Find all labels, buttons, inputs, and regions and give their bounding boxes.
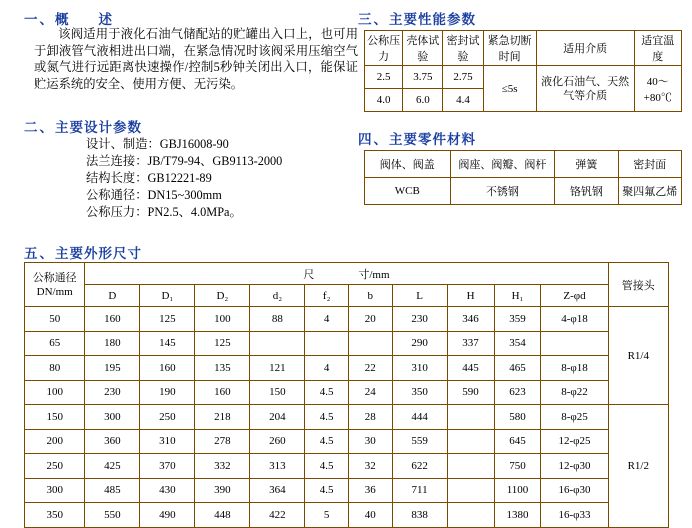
design-param-row: [28, 187, 352, 204]
section-heading-dimensions: [24, 242, 142, 262]
dim-cell: 28: [348, 405, 392, 430]
section-number-5: 五、: [24, 246, 55, 261]
dimension-table: [24, 262, 669, 528]
dimension-table-wrapper: [24, 262, 669, 528]
perf-cell-shell-test: 6.0: [403, 89, 443, 112]
design-param-value: GB12221-89: [147, 171, 212, 185]
dim-cell: 30: [348, 429, 392, 454]
dim-cell: 8-φ18: [541, 356, 608, 381]
dim-cell: 125: [140, 307, 195, 332]
design-param-row: [28, 204, 352, 221]
section-title-1: 概 述: [55, 12, 113, 27]
performance-table: [364, 30, 682, 112]
dim-cell: 364: [250, 478, 305, 503]
section-number-4: 四、: [358, 132, 389, 147]
perf-header-cell: 适用介质: [536, 31, 634, 66]
dim-cell: 145: [140, 331, 195, 356]
dim-cell: 346: [447, 307, 494, 332]
perf-cell-pressure: 4.0: [365, 89, 403, 112]
dim-cell: 1100: [494, 478, 541, 503]
dim-cell-dn: 250: [25, 454, 85, 479]
table-header-row: [25, 285, 669, 307]
design-param-value: DN15~300mm: [147, 188, 222, 202]
dim-cell: 550: [85, 503, 140, 528]
dim-header-cell: H₁: [494, 285, 541, 307]
dim-cell: 422: [250, 503, 305, 528]
dim-cell: 125: [195, 331, 250, 356]
dim-cell: 121: [250, 356, 305, 381]
dim-cell: 4-φ18: [541, 307, 608, 332]
dim-cell: 4.5: [305, 454, 349, 479]
design-param-label: 公称通径：: [86, 188, 148, 202]
dim-cell-dn: 50: [25, 307, 85, 332]
material-cell-seat: 不锈钢: [450, 178, 555, 205]
dim-cell: 230: [85, 380, 140, 405]
perf-cell-shutoff-time: ≤5s: [483, 66, 536, 112]
dim-cell: 623: [494, 380, 541, 405]
dim-cell: 160: [195, 380, 250, 405]
dim-cell: 16-φ30: [541, 478, 608, 503]
table-row: [25, 478, 669, 503]
dim-cell: 360: [85, 429, 140, 454]
dim-cell-pipe: R1/2: [608, 405, 668, 528]
dim-cell: 337: [447, 331, 494, 356]
table-row: [25, 356, 669, 381]
perf-header-cell: 壳体试验: [403, 31, 443, 66]
dim-cell: 100: [195, 307, 250, 332]
design-param-row: [28, 170, 352, 187]
table-header-row: [365, 151, 682, 178]
dim-cell: 4.5: [305, 380, 349, 405]
dim-header-cell: d₂: [250, 285, 305, 307]
material-header-cell: 阀体、阀盖: [365, 151, 451, 178]
dim-header-dn-line1: 公称通径: [32, 271, 77, 284]
table-row: [25, 307, 669, 332]
dim-cell: 445: [447, 356, 494, 381]
table-row: [25, 380, 669, 405]
material-header-cell: 密封面: [618, 151, 681, 178]
section-number-2: 二、: [24, 120, 55, 135]
dim-cell: 444: [392, 405, 447, 430]
dim-cell: 1380: [494, 503, 541, 528]
dim-cell: 160: [140, 356, 195, 381]
dim-cell: 218: [195, 405, 250, 430]
design-param-label: 法兰连接：: [86, 154, 148, 168]
dim-cell-dn: 150: [25, 405, 85, 430]
dim-cell: 24: [348, 380, 392, 405]
perf-cell-temperature: 40～+80℃: [634, 66, 681, 112]
dim-cell-dn: 200: [25, 429, 85, 454]
dim-cell: 559: [392, 429, 447, 454]
material-header-cell: 阀座、阀瓣、阀杆: [450, 151, 555, 178]
design-param-value: GBJ16008-90: [159, 137, 229, 151]
dim-cell: 32: [348, 454, 392, 479]
dim-cell: [348, 331, 392, 356]
material-cell-spring: 铬钒钢: [555, 178, 618, 205]
dim-header-cell: D₁: [140, 285, 195, 307]
dim-cell: 5: [305, 503, 349, 528]
design-param-value: PN2.5、4.0MPa。: [147, 205, 242, 219]
dim-cell: 838: [392, 503, 447, 528]
dim-cell: 8-φ22: [541, 380, 608, 405]
material-table: [364, 150, 682, 205]
design-param-row: [28, 136, 352, 153]
dim-cell-dn: 80: [25, 356, 85, 381]
perf-header-cell: 紧急切断时间: [483, 31, 536, 66]
dim-header-cell: Z-φd: [541, 285, 608, 307]
dim-cell-dn: 65: [25, 331, 85, 356]
dim-cell: 230: [392, 307, 447, 332]
table-row: [25, 429, 669, 454]
performance-table-wrapper: [358, 26, 682, 112]
section-number-1: 一、: [24, 12, 55, 27]
dim-cell: 290: [392, 331, 447, 356]
dim-cell: 590: [447, 380, 494, 405]
dim-cell-dn: 100: [25, 380, 85, 405]
overview-paragraph: [34, 26, 358, 92]
material-table-wrapper: [358, 146, 682, 205]
perf-cell-shell-test: 3.75: [403, 66, 443, 89]
dim-cell: 4: [305, 356, 349, 381]
table-row: [25, 454, 669, 479]
dim-cell: 370: [140, 454, 195, 479]
dim-cell: 160: [85, 307, 140, 332]
dim-cell-dn: 350: [25, 503, 85, 528]
dim-cell-pipe: R1/4: [608, 307, 668, 405]
dim-cell: 12-φ25: [541, 429, 608, 454]
material-cell-body: WCB: [365, 178, 451, 205]
dim-header-dn-line2: DN/mm: [36, 285, 73, 298]
dim-header-group: 尺 寸/mm: [85, 263, 608, 285]
section-title-5: 主要外形尺寸: [55, 246, 142, 261]
dim-cell: 22: [348, 356, 392, 381]
dim-cell: 150: [250, 380, 305, 405]
dim-cell: [447, 503, 494, 528]
section-heading-design-params: [24, 116, 142, 136]
dim-cell: 20: [348, 307, 392, 332]
dim-cell: 711: [392, 478, 447, 503]
dim-cell: [447, 405, 494, 430]
table-row: [25, 331, 669, 356]
dim-cell: [541, 331, 608, 356]
dim-cell: 430: [140, 478, 195, 503]
dim-cell: 622: [392, 454, 447, 479]
dim-cell: 36: [348, 478, 392, 503]
section-heading-materials: [358, 128, 476, 148]
dim-header-cell: H: [447, 285, 494, 307]
dim-cell: 204: [250, 405, 305, 430]
dim-header-cell: f₂: [305, 285, 349, 307]
overview-text: 该阀适用于液化石油气储配站的贮罐出入口上，也可用于卸液管气液相进出口端，在紧急情况时该阀采用压缩空气或氮气进行远距离快速操作/控制5秒钟关闭出入口，能保证贮运系统的安全、使用方便、无污染。: [34, 27, 358, 91]
perf-header-cell: 密封试验: [443, 31, 483, 66]
dim-cell: 180: [85, 331, 140, 356]
dim-header-dn: [25, 263, 85, 307]
dim-cell: 390: [195, 478, 250, 503]
perf-cell-seal-test: 4.4: [443, 89, 483, 112]
dim-cell-dn: 300: [25, 478, 85, 503]
perf-cell-seal-test: 2.75: [443, 66, 483, 89]
section-title-4: 主要零件材料: [389, 132, 476, 147]
dim-cell: 465: [494, 356, 541, 381]
dim-cell: 310: [140, 429, 195, 454]
table-row: [25, 405, 669, 430]
dim-cell: 135: [195, 356, 250, 381]
dim-cell: 580: [494, 405, 541, 430]
perf-header-cell: 公称压力: [365, 31, 403, 66]
dim-cell: [250, 331, 305, 356]
dim-cell: [305, 331, 349, 356]
dim-cell: 354: [494, 331, 541, 356]
section-heading-performance: [358, 8, 476, 28]
dim-cell: 313: [250, 454, 305, 479]
table-row: [365, 178, 682, 205]
dim-cell: 195: [85, 356, 140, 381]
dim-cell: [447, 478, 494, 503]
dim-cell: 278: [195, 429, 250, 454]
dim-cell: 8-φ25: [541, 405, 608, 430]
dim-cell: 359: [494, 307, 541, 332]
dim-cell: 260: [250, 429, 305, 454]
dim-cell: 448: [195, 503, 250, 528]
table-header-row: [365, 31, 682, 66]
dim-cell: 4: [305, 307, 349, 332]
dim-cell: 490: [140, 503, 195, 528]
dim-cell: 645: [494, 429, 541, 454]
dim-cell: 485: [85, 478, 140, 503]
table-row: [365, 66, 682, 89]
dim-cell: 332: [195, 454, 250, 479]
section-heading-overview: [24, 8, 113, 28]
dim-cell: 425: [85, 454, 140, 479]
material-cell-sealface: 聚四氟乙烯: [618, 178, 681, 205]
dim-cell: 4.5: [305, 478, 349, 503]
dim-cell: 88: [250, 307, 305, 332]
dim-cell: 4.5: [305, 405, 349, 430]
dim-cell: [447, 429, 494, 454]
dim-cell: 250: [140, 405, 195, 430]
dim-cell: 300: [85, 405, 140, 430]
dim-cell: 12-φ30: [541, 454, 608, 479]
dim-cell: 750: [494, 454, 541, 479]
dim-cell: 190: [140, 380, 195, 405]
section-title-3: 主要性能参数: [389, 12, 476, 27]
design-param-row: [28, 153, 352, 170]
table-header-row: [25, 263, 669, 285]
dim-cell: [447, 454, 494, 479]
design-param-label: 公称压力：: [86, 205, 148, 219]
perf-cell-pressure: 2.5: [365, 66, 403, 89]
design-param-value: JB/T79-94、GB9113-2000: [147, 154, 283, 168]
dim-header-cell: L: [392, 285, 447, 307]
design-param-label: 结构长度：: [86, 171, 148, 185]
dim-header-pipe: 管接头: [608, 263, 668, 307]
dim-cell: 40: [348, 503, 392, 528]
dim-header-cell: D: [85, 285, 140, 307]
perf-cell-medium: 液化石油气、天然气等介质: [536, 66, 634, 112]
dim-cell: 310: [392, 356, 447, 381]
design-param-label: 设计、制造：: [86, 137, 160, 151]
section-title-2: 主要设计参数: [55, 120, 142, 135]
table-row: [25, 503, 669, 528]
material-header-cell: 弹簧: [555, 151, 618, 178]
section-number-3: 三、: [358, 12, 389, 27]
design-parameter-list: [28, 136, 352, 221]
dim-header-cell: b: [348, 285, 392, 307]
dim-cell: 16-φ33: [541, 503, 608, 528]
dim-cell: 4.5: [305, 429, 349, 454]
perf-header-cell: 适宜温度: [634, 31, 681, 66]
dim-cell: 350: [392, 380, 447, 405]
dim-header-cell: D₂: [195, 285, 250, 307]
